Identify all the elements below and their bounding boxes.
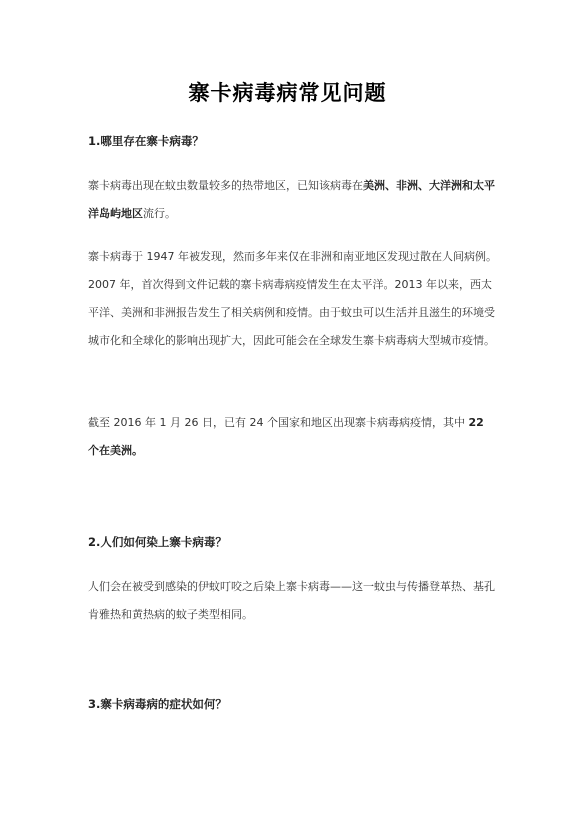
paragraph-text: 截至 2016 年 1 月 26 日，已有 24 个国家和地区出现寨卡病毒病疫情，其中 xyxy=(88,416,469,429)
paragraph-text: 流行。 xyxy=(143,207,176,220)
paragraph-bold-text: 22 个在美洲。 xyxy=(88,416,484,457)
answer-paragraph: 人们会在被受到感染的伊蚊叮咬之后染上寨卡病毒——这一蚊虫与传播登革热、基孔肯雅热和黄热病的蚊子类型相同。 xyxy=(88,580,495,621)
answer-paragraph: 寨卡病毒于 1947 年被发现，然而多年来仅在非洲和南亚地区发现过散在人间病例。2007 年，首次得到文件记载的寨卡病毒病疫情发生在太平洋。2013 年以来，西太平洋、美洲和非洲报告发生了相关病例和疫情。由于蚊虫可以生活并且滋生的环境受城市化和全球化的影响出现扩大，因此可能会在全球发生寨卡病毒病大型城市疫情。 xyxy=(88,250,497,347)
question-heading-2: 2.人们如何染上寨卡病毒？ xyxy=(88,535,227,549)
answer-paragraph xyxy=(88,409,498,465)
answer-paragraph xyxy=(88,172,498,228)
page-title: 寨卡病毒病常见问题 xyxy=(188,80,387,105)
paragraph-text: 寨卡病毒出现在蚊虫数量较多的热带地区，已知该病毒在 xyxy=(88,179,363,192)
paragraph-bold-text: 美洲、非洲、大洋洲和太平洋岛屿地区 xyxy=(88,179,495,220)
question-heading-1: 1.哪里存在寨卡病毒？ xyxy=(88,134,204,148)
question-heading-3: 3.寨卡病毒病的症状如何？ xyxy=(88,697,227,711)
